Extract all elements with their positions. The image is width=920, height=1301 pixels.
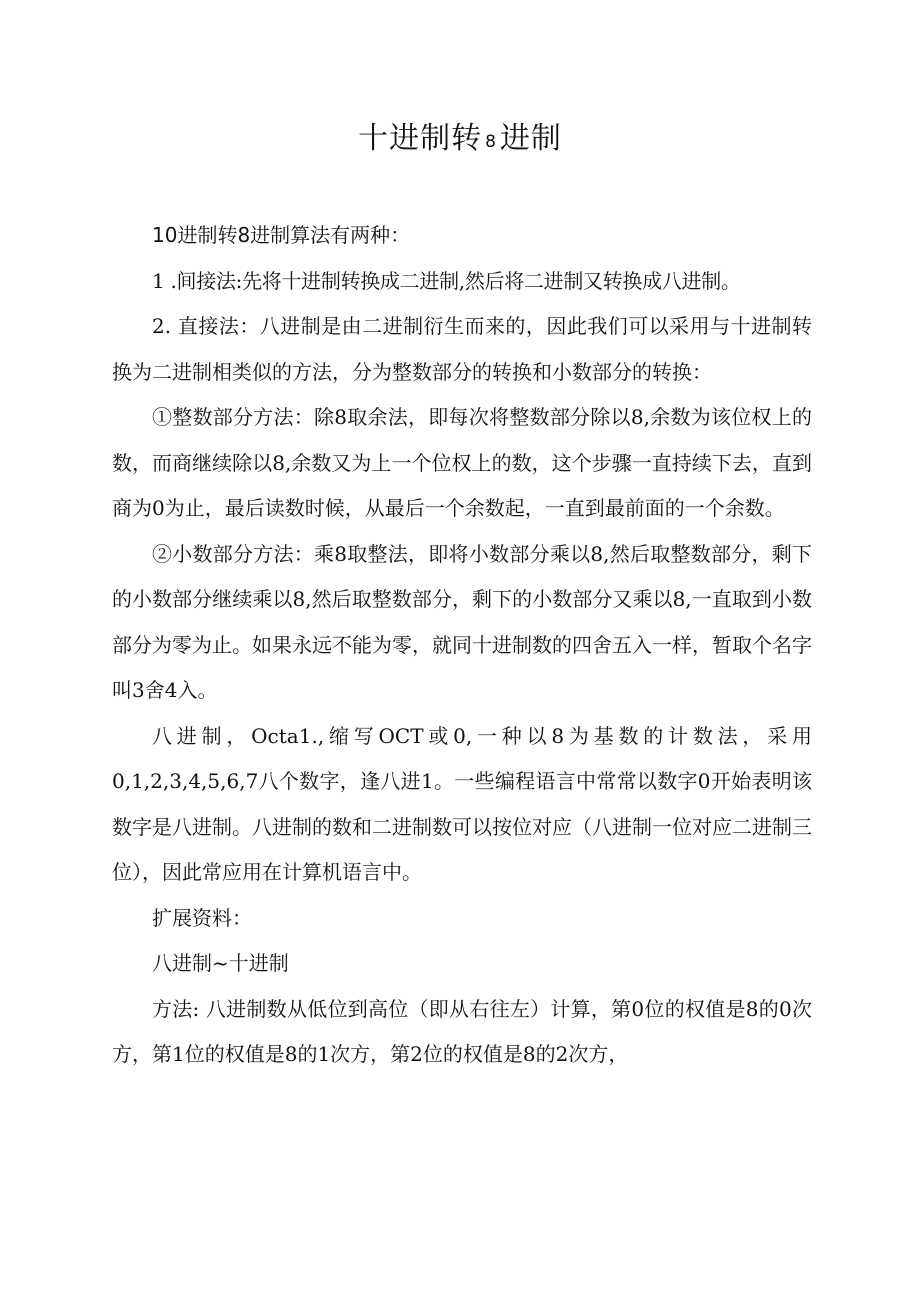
paragraph-extended-info: 扩展资料： [152, 905, 252, 930]
paragraph-intro: 10进制转8进制算法有两种： [152, 223, 411, 247]
title-text-end: 进制 [499, 121, 562, 156]
title-text-start: 十进制转 [358, 121, 483, 156]
paragraph-fraction-part: ②小数部分方法：乘8取整法，即将小数部分乘以8,然后取整数部分，剩下的小数部分继续乘以8,然后取整数部分，剩下的小数部分又乘以8,一直取到小数部分为零为止。如果永远不能为零，就同十进制数的四舍五入一样，暂取个名字叫3舍4入。 [112, 541, 812, 702]
paragraph-octal-to-decimal-heading: 八进制~十进制 [152, 951, 289, 975]
page-title [0, 114, 920, 167]
title-number: 8 [485, 132, 497, 152]
paragraph-integer-part: ①整数部分方法：除8取余法，即每次将整数部分除以8,余数为该位权上的数，而商继续除以8,余数又为上一个位权上的数，这个步骤一直持续下去，直到商为0为止，最后读数时候，从最后一个余数起，一直到最前面的一个余数。 [112, 405, 812, 520]
paragraph-indirect-method: 1 .间接法:先将十进制转换成二进制,然后将二进制又转换成八进制。 [152, 268, 741, 293]
document-body [112, 213, 812, 1078]
paragraph-octal-definition: 八进制，Octa1.,缩写OCT或0,一种以8为基数的计数法，采用0,1,2,3,4,5,6,7八个数字，逢八进1。一些编程语言中常常以数字0开始表明该数字是八进制。八进制的数和二进制数可以按位对应（八进制一位对应二进制三位），因此常应用在计算机语言中。 [112, 723, 812, 884]
paragraph-direct-method: 2. 直接法：八进制是由二进制衍生而来的，因此我们可以采用与十进制转换为二进制相类似的方法，分为整数部分的转换和小数部分的转换： [112, 314, 812, 384]
paragraph-octal-to-decimal-method: 方法: 八进制数从低位到高位（即从右往左）计算，第0位的权值是8的0次方，第1位的权值是8的1次方，第2位的权值是8的2次方， [112, 996, 812, 1066]
